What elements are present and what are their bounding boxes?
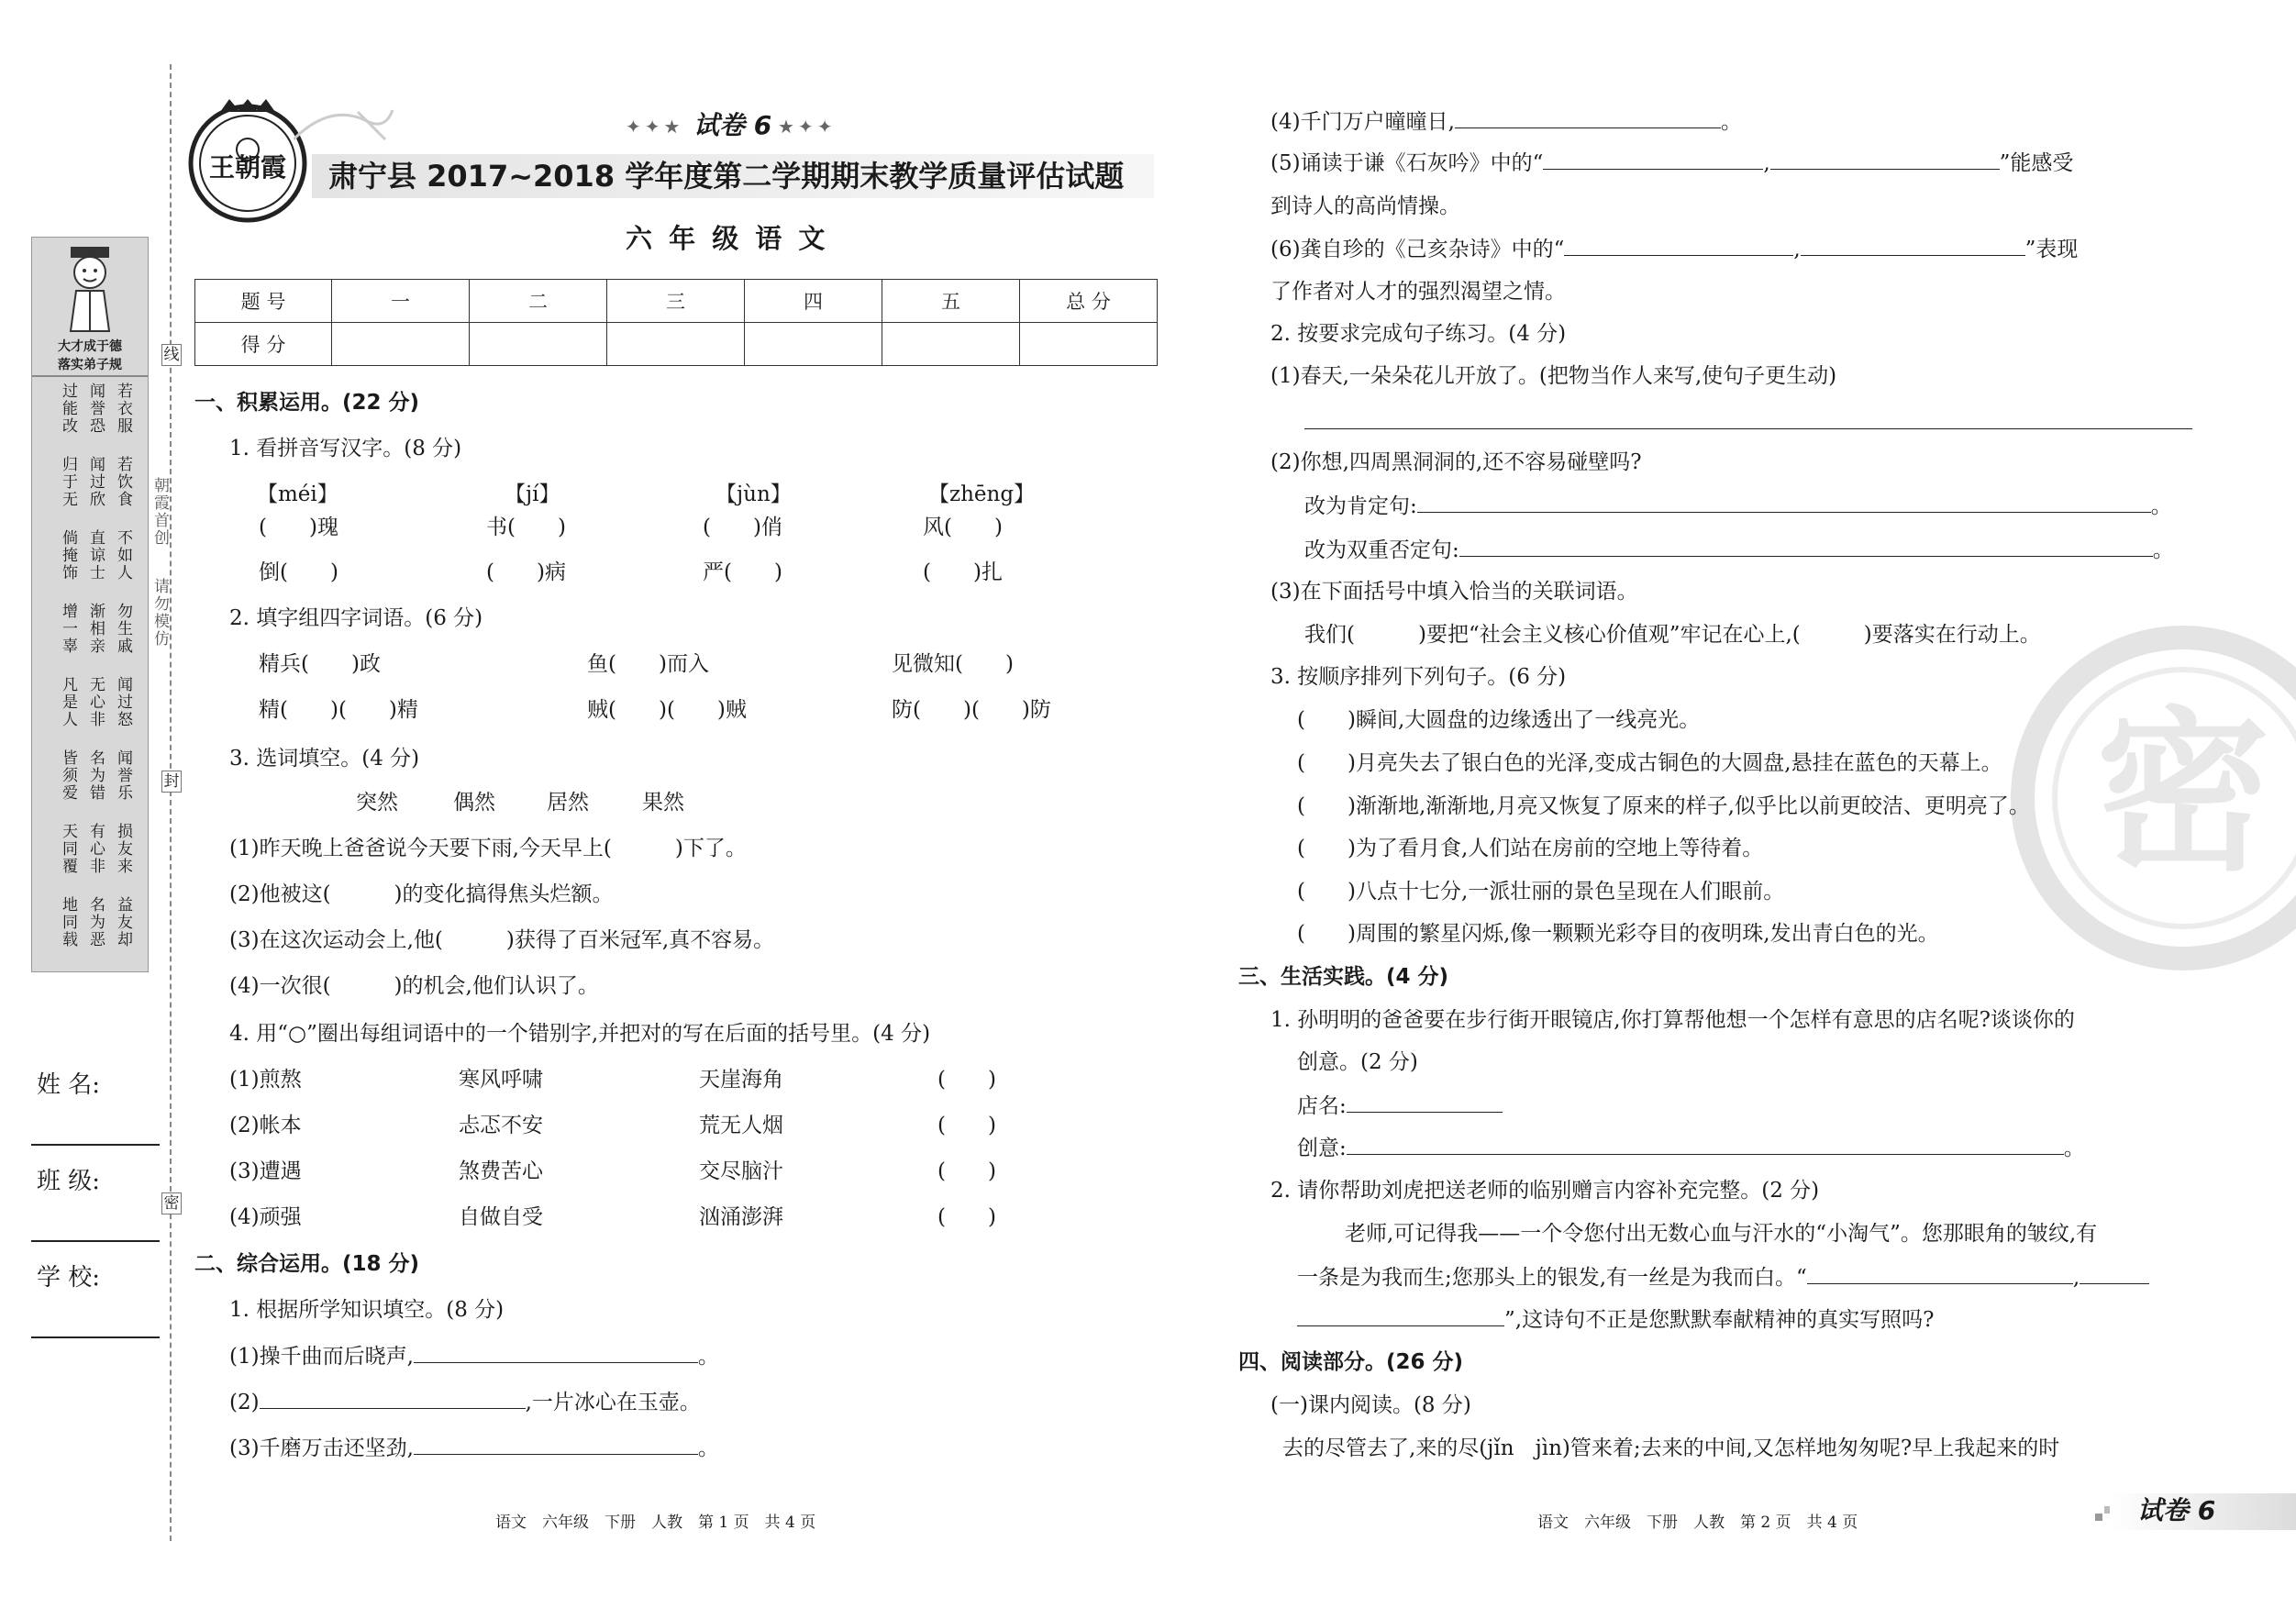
motto-col: 若饮食 [114, 456, 132, 508]
fold-mark-secret: 密 [161, 1192, 182, 1214]
motto-col: 天同覆 [59, 823, 77, 875]
fill-sentence[interactable]: (1)昨天晚上爸爸说今天要下雨,今天早上( )下了。 [229, 837, 747, 860]
motto-col: 名为恶 [86, 896, 105, 948]
fill-item[interactable]: ( )病 [486, 560, 566, 584]
fill-item[interactable]: ( )扎 [923, 560, 1003, 584]
stars-left-icon: ✦✦★ [626, 116, 684, 138]
farewell-text: ”,这诗句不正是您默默奉献精神的真实写照吗? [1504, 1308, 1935, 1332]
poem-line-6b: 了作者对人才的强烈渴望之情。 [1270, 280, 1566, 304]
poem-text: ”能感受 [1999, 151, 2074, 175]
rewrite-double-negative [1304, 536, 2174, 564]
motto-col: 名为错 [86, 749, 105, 802]
fill-item[interactable]: 风( ) [923, 516, 1003, 539]
word-item[interactable]: 自做自受 [459, 1205, 543, 1229]
fill-sentence[interactable]: 我们( )要把“社会主义核心价值观”牢记在心上,( )要落实在行动上。 [1304, 623, 2041, 647]
word-item[interactable]: 交尽脑汁 [699, 1159, 783, 1183]
answer-blank[interactable] [1455, 107, 1721, 128]
motto-col: 倘掩饰 [59, 529, 77, 582]
question-5: 1. 根据所学知识填空。(8 分) [229, 1298, 505, 1322]
answer-blank[interactable] [1564, 235, 1793, 256]
poem-text: ”表现 [2024, 238, 2079, 261]
fill-item[interactable]: 精( )( )精 [259, 698, 418, 722]
rewrite-affirmative [1304, 492, 2172, 520]
poem-text: (3)千磨万击还坚劲, [229, 1436, 414, 1460]
farewell-text-3 [1297, 1305, 1934, 1334]
answer-blank[interactable] [1770, 149, 2000, 170]
ribbon-decoration-icon [294, 103, 394, 149]
word-choice: 突然 [356, 791, 398, 815]
poem-text: (5)诵读于谦《石灰吟》中的“ [1270, 151, 1544, 175]
answer-blank[interactable] [414, 1342, 698, 1363]
motto-line-1: 大才成于德 [58, 339, 122, 354]
fill-item[interactable]: 倒( ) [259, 560, 338, 584]
question-4: 4. 用“○”圈出每组词语中的一个错别字,并把对的写在后面的括号里。(4 分) [229, 1022, 931, 1046]
farewell-text-2 [1297, 1263, 2149, 1292]
page-footer-left: 语文 六年级 下册 人教 第 1 页 共 4 页 [495, 1514, 816, 1532]
word-item[interactable]: (3)遭遇 [229, 1159, 302, 1183]
page-footer-right: 语文 六年级 下册 人教 第 2 页 共 4 页 [1537, 1514, 1858, 1532]
fold-mark-line: 线 [161, 344, 182, 366]
motto-col: 闻过怒 [114, 676, 132, 728]
poem-line-5 [1270, 149, 2073, 177]
rewrite-label: 改为双重否定句: [1304, 538, 1459, 562]
score-input-cell[interactable] [607, 323, 745, 366]
motto-col: 若衣服 [114, 383, 132, 435]
motto-col: 渐相亲 [86, 603, 105, 655]
question-r3: 3. 按顺序排列下列句子。(6 分) [1270, 665, 1567, 689]
question-1: 1. 看拼音写汉字。(8 分) [229, 437, 462, 460]
name-field[interactable] [31, 1144, 160, 1146]
table-cell: 二 [470, 280, 607, 323]
sentence-task-2: (2)你想,四周黑洞洞的,还不容易碰壁吗? [1270, 450, 1642, 474]
poem-text: (1)操千曲而后晓声, [229, 1345, 414, 1369]
motto-col: 增一辜 [59, 603, 77, 655]
school-field[interactable] [31, 1336, 160, 1338]
table-cell: 三 [607, 280, 745, 323]
fill-sentence[interactable]: (2)他被这( )的变化搞得焦头烂额。 [229, 882, 614, 906]
order-item[interactable]: ( )为了看月食,人们站在房前的空地上等待着。 [1297, 837, 1764, 860]
fill-item[interactable]: 防( )( )防 [892, 698, 1051, 722]
answer-bracket[interactable]: ( ) [937, 1159, 996, 1183]
table-cell: 题 号 [195, 280, 332, 323]
punct: 。 [697, 1436, 719, 1460]
answer-blank[interactable] [1417, 492, 2151, 513]
answer-bracket[interactable]: ( ) [937, 1068, 996, 1092]
answer-blank[interactable] [260, 1388, 526, 1409]
motto-col: 闻过欣 [86, 456, 105, 508]
motto-col: 地同载 [59, 896, 77, 948]
fill-item[interactable]: 书( ) [486, 516, 566, 539]
score-input-cell[interactable] [470, 323, 607, 366]
field-label: 店名: [1297, 1094, 1347, 1118]
copyright-note-1: 朝霞首创 [150, 477, 169, 547]
poem-text: (2) [229, 1391, 260, 1414]
punct: , [1763, 151, 1770, 175]
answer-blank[interactable] [1297, 1305, 1504, 1326]
fill-sentence[interactable]: (4)一次很( )的机会,他们认识了。 [229, 974, 599, 998]
punct: 。 [1720, 110, 1742, 134]
answer-blank[interactable] [414, 1434, 698, 1455]
word-choice: 偶然 [453, 791, 495, 815]
word-item[interactable]: 汹涌澎湃 [699, 1205, 783, 1229]
order-item[interactable]: ( )月亮失去了银白色的光泽,变成古铜色的大圆盘,悬挂在蓝色的天幕上。 [1297, 751, 2002, 775]
fill-sentence[interactable]: (3)在这次运动会上,他( )获得了百米冠军,真不容易。 [229, 928, 775, 952]
reading-text: 去的尽管去了,来的尽(jǐn jìn)管来着;去来的中间,又怎样地匆匆呢?早上我起来的时 [1282, 1436, 2060, 1460]
poem-text: (6)龚自珍的《己亥杂诗》中的“ [1270, 238, 1565, 261]
poem-line-6 [1270, 235, 2078, 263]
table-cell: 五 [882, 280, 1020, 323]
motto-col: 归于无 [59, 456, 77, 508]
punct: 。 [2152, 538, 2174, 562]
order-item[interactable]: ( )八点十七分,一派壮丽的景色呈现在人们眼前。 [1297, 880, 1785, 904]
practice-1b: 创意。(2 分) [1297, 1050, 1418, 1074]
field-label: 创意: [1297, 1137, 1347, 1160]
shop-name-line [1297, 1092, 1503, 1120]
answer-blank[interactable] [1543, 149, 1763, 170]
poem-text: ,一片冰心在玉壶。 [525, 1391, 701, 1414]
sentence-task-3: (3)在下面括号中填入恰当的关联词语。 [1270, 580, 1638, 604]
answer-blank[interactable] [2080, 1263, 2149, 1284]
section-4-heading: 四、阅读部分。(26 分) [1238, 1350, 1464, 1374]
section-1-heading: 一、积累运用。(22 分) [194, 391, 420, 415]
table-cell: 一 [332, 280, 470, 323]
punct: , [2072, 1266, 2080, 1290]
fill-item[interactable]: 精兵( )政 [259, 652, 381, 676]
order-item[interactable]: ( )周围的繁星闪烁,像一颗颗光彩夺目的夜明珠,发出青白色的光。 [1297, 922, 1939, 946]
table-cell: 四 [745, 280, 882, 323]
poem-line-2 [229, 1388, 701, 1416]
order-item[interactable]: ( )渐渐地,渐渐地,月亮又恢复了原来的样子,似乎比以前更皎洁、更明亮了。 [1297, 794, 2030, 818]
poem-text: (4)千门万户曈曈日, [1270, 110, 1455, 134]
motto-col: 闻誉乐 [114, 749, 132, 802]
score-header-row [195, 280, 1158, 323]
answer-bracket[interactable]: ( ) [937, 1205, 996, 1229]
binding-line [170, 64, 172, 1541]
punct: 。 [2063, 1137, 2085, 1160]
motto-col: 凡是人 [59, 676, 77, 728]
fill-item[interactable]: ( )俏 [703, 516, 782, 539]
pinyin-label: 【jí】 [505, 482, 560, 506]
pinyin-label: 【zhēng】 [928, 482, 1036, 506]
class-label: 班 级: [37, 1168, 101, 1195]
word-item[interactable]: 荒无人烟 [699, 1114, 783, 1137]
sentence-task-1: (1)春天,一朵朵花儿开放了。(把物当作人来写,使句子更生动) [1270, 364, 1837, 388]
school-label: 学 校: [37, 1264, 101, 1292]
table-cell: 总 分 [1020, 280, 1158, 323]
fill-item[interactable]: 严( ) [703, 560, 782, 584]
word-item[interactable]: 寒风呼啸 [459, 1068, 543, 1092]
order-item[interactable]: ( )瞬间,大圆盘的边缘透出了一线亮光。 [1297, 708, 1701, 732]
poem-line-3 [229, 1434, 719, 1462]
word-item[interactable]: (1)煎熬 [229, 1068, 302, 1092]
poem-line-4 [1270, 107, 1742, 136]
answer-blank[interactable] [1459, 536, 2153, 557]
idea-field[interactable] [1347, 1134, 2064, 1155]
farewell-text: 一条是为我而生;您那头上的银发,有一丝是为我而白。“ [1297, 1266, 1807, 1290]
poem-line-1 [229, 1342, 719, 1370]
question-r2: 2. 按要求完成句子练习。(4 分) [1270, 322, 1567, 346]
word-item[interactable]: 煞费苦心 [459, 1159, 543, 1183]
score-input-cell[interactable] [882, 323, 1020, 366]
shop-name-field[interactable] [1347, 1092, 1503, 1113]
fill-item[interactable]: 见微知( ) [892, 652, 1014, 676]
word-item[interactable]: (4)顽强 [229, 1205, 302, 1229]
fold-mark-seal: 封 [161, 771, 182, 793]
copyright-note-2: 请勿模仿 [150, 578, 169, 648]
pinyin-label: 【méi】 [257, 482, 338, 506]
motto-col: 直谅士 [86, 529, 105, 582]
stamp-char: 密 [2095, 692, 2271, 894]
idea-line [1297, 1134, 2085, 1162]
motto-sidebar [31, 237, 149, 972]
score-value-row [195, 323, 1158, 366]
word-choice: 居然 [547, 791, 589, 815]
poem-line-5b: 到诗人的高尚情操。 [1270, 194, 1460, 218]
stars-right-icon: ★✦✦ [778, 116, 837, 138]
corner-paper-label: 试卷 6 [2137, 1495, 2216, 1525]
pinyin-label: 【jùn】 [715, 482, 792, 506]
score-input-cell[interactable] [332, 323, 470, 366]
answer-line[interactable] [1304, 428, 2192, 429]
motto-col: 过能改 [59, 383, 77, 435]
name-label: 姓 名: [37, 1071, 101, 1099]
class-field[interactable] [31, 1240, 160, 1242]
scholar-icon [58, 243, 122, 335]
motto-line-2: 落实弟子规 [58, 358, 122, 372]
answer-bracket[interactable]: ( ) [937, 1114, 996, 1137]
fill-item[interactable]: ( )瑰 [259, 516, 338, 539]
motto-col: 无心非 [86, 676, 105, 728]
word-item[interactable]: (2)帐本 [229, 1114, 302, 1137]
word-item[interactable]: 天崖海角 [699, 1068, 783, 1092]
table-cell: 得 分 [195, 323, 332, 366]
exam-title: 肃宁县 2017~2018 学年度第二学期期末教学质量评估试题 [328, 159, 1125, 194]
section-2-heading: 二、综合运用。(18 分) [194, 1252, 420, 1276]
practice-1: 1. 孙明明的爸爸要在步行街开眼镜店,你打算帮他想一个怎样有意思的店名呢?谈谈你的 [1270, 1008, 2075, 1032]
reading-subsection: (一)课内阅读。(8 分) [1270, 1393, 1471, 1417]
motto-col: 益友却 [114, 896, 132, 948]
punct: , [1793, 238, 1801, 261]
motto-col: 闻誉恐 [86, 383, 105, 435]
score-table [194, 279, 1158, 366]
score-input-cell[interactable] [1020, 323, 1158, 366]
motto-col: 有心非 [86, 823, 105, 875]
score-input-cell[interactable] [745, 323, 882, 366]
answer-blank[interactable] [1807, 1263, 2073, 1284]
motto-col: 不如人 [114, 529, 132, 582]
section-3-heading: 三、生活实践。(4 分) [1238, 965, 1449, 989]
motto-col: 损友来 [114, 823, 132, 875]
question-2: 2. 填字组四字词语。(6 分) [229, 606, 483, 630]
answer-blank[interactable] [1801, 235, 2025, 256]
subject-title: 六 年 级 语 文 [626, 223, 829, 254]
word-item[interactable]: 忐忑不安 [459, 1114, 543, 1137]
farewell-text-1: 老师,可记得我——一个令您付出无数心血与汗水的“小淘气”。您那眼角的皱纹,有 [1345, 1222, 2098, 1246]
question-3: 3. 选词填空。(4 分) [229, 747, 420, 771]
logo-text: 王朝霞 [208, 152, 286, 183]
fill-item[interactable]: 鱼( )而入 [587, 652, 709, 676]
motto-col: 勿生戚 [114, 603, 132, 655]
motto-divider [32, 375, 148, 377]
secret-stamp-icon [2000, 624, 2296, 972]
punct: 。 [2150, 494, 2172, 518]
word-choice: 果然 [642, 791, 684, 815]
punct: 。 [697, 1345, 719, 1369]
practice-2: 2. 请你帮助刘虎把送老师的临别赠言内容补充完整。(2 分) [1270, 1179, 1820, 1203]
rewrite-label: 改为肯定句: [1304, 494, 1417, 518]
motto-col: 皆须爱 [59, 749, 77, 802]
paper-label: 试卷 6 [693, 110, 772, 140]
fill-item[interactable]: 贼( )( )贼 [587, 698, 747, 722]
